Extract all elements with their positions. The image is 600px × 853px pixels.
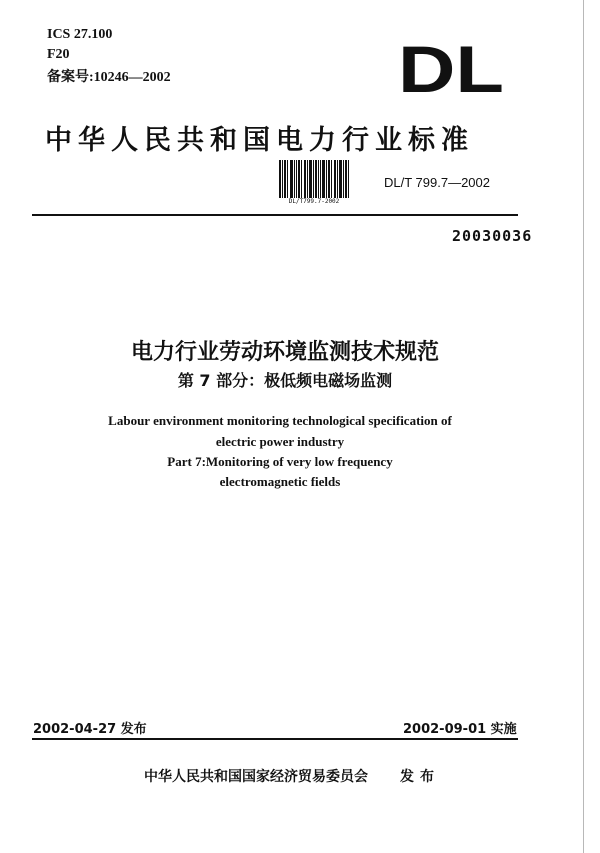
effective-date: 2002-09-01 实施	[403, 722, 517, 737]
bottom-divider	[32, 738, 518, 740]
issue-date: 2002-04-27 发布	[33, 722, 147, 737]
record-number: 备案号:10246—2002	[47, 70, 171, 85]
top-divider	[32, 214, 518, 216]
main-heading: 中华人民共和国电力行业标准	[45, 125, 474, 156]
chinese-subtitle: 第 7 部分：极低频电磁场监测	[177, 371, 393, 390]
barcode-caption: DL/T799.7-2002	[288, 198, 340, 205]
english-title-line-4: electromagnetic fields	[219, 474, 341, 489]
page-edge-line	[583, 0, 584, 853]
archive-number: 20030036	[452, 227, 533, 245]
ics-code: ICS 27.100	[47, 27, 113, 42]
dl-logo	[398, 40, 506, 96]
publish-label: 发布	[400, 769, 440, 785]
issuing-authority: 中华人民共和国国家经济贸易委员会	[144, 769, 368, 785]
english-title-line-2: electric power industry	[215, 434, 345, 449]
english-title-line-1: Labour environment monitoring technological specification of	[108, 413, 452, 428]
chinese-title: 电力行业劳动环境监测技术规范	[130, 340, 439, 365]
svg-text:DL: DL	[398, 40, 504, 96]
english-title-line-3: Part 7:Monitoring of very low frequency	[167, 454, 393, 469]
standard-number: DL/T 799.7—2002	[384, 175, 490, 190]
classification-code: F20	[47, 47, 70, 62]
barcode	[279, 160, 349, 198]
